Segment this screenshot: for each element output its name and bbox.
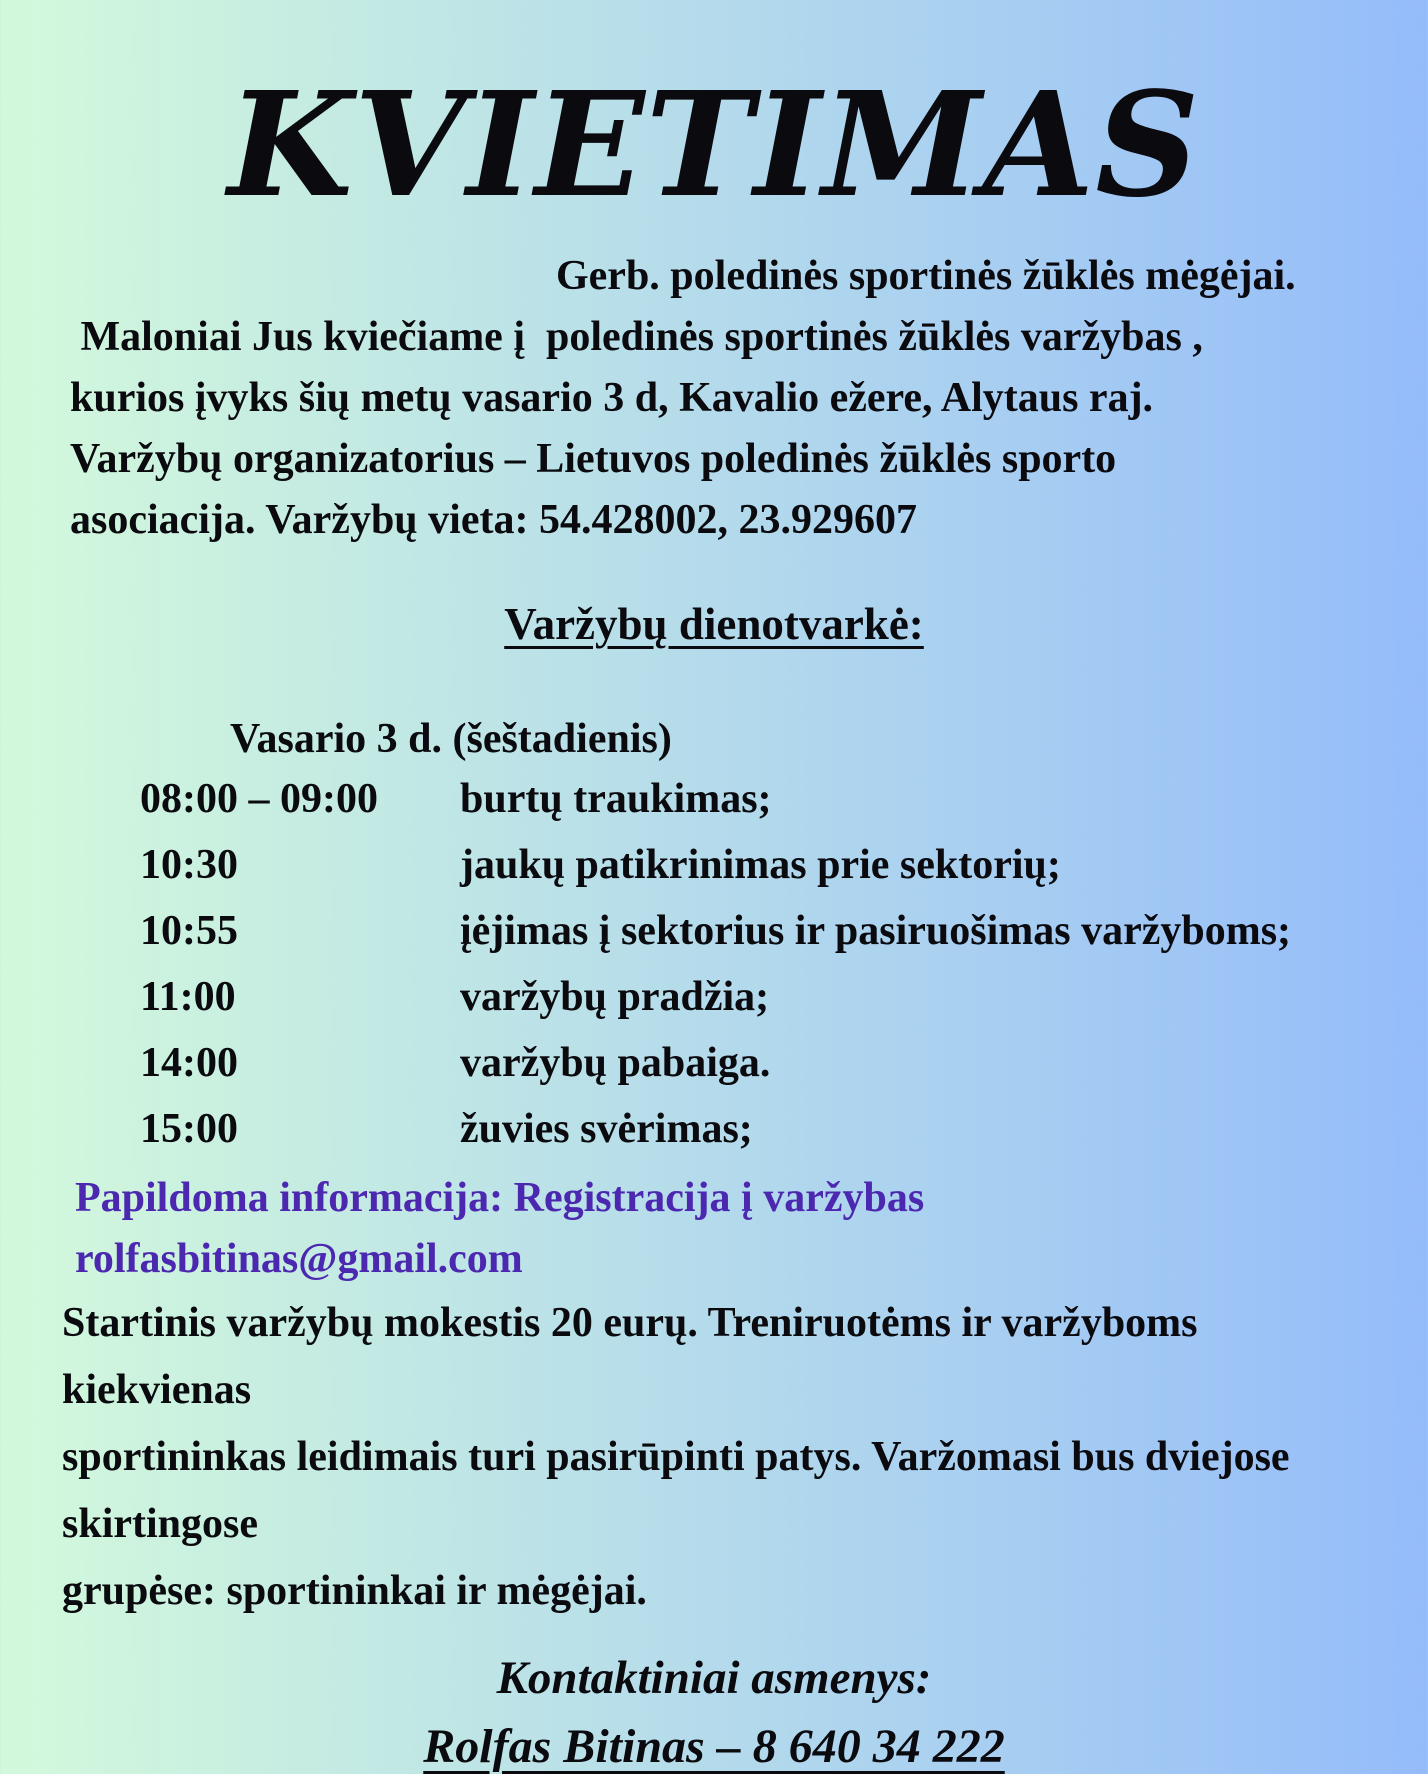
schedule-activity: varžybų pabaiga. (460, 1039, 771, 1086)
schedule-activity: įėjimas į sektorius ir pasiruošimas varžyboms; (460, 907, 1292, 954)
poster-title: KVIETIMAS (227, 60, 1201, 229)
schedule-time: 11:00 (140, 973, 236, 1020)
contacts-section (0, 1651, 1428, 1774)
invitation-poster (0, 60, 1428, 1773)
schedule-activity: burtų traukimas; (460, 775, 772, 822)
schedule-row (140, 964, 1428, 1030)
schedule-time: 15:00 (140, 1105, 238, 1152)
schedule-activity: jaukų patikrinimas prie sektorių; (460, 841, 1061, 888)
agenda-heading-text: Varžybų dienotvarkė: (504, 598, 924, 649)
schedule-activity: žuvies svėrimas; (460, 1105, 753, 1152)
agenda-heading (0, 597, 1428, 651)
intro-line-coordinates: asociacija. Varžybų vieta: 54.428002, 23.929607 (70, 496, 917, 543)
fees-line: Startinis varžybų mokestis 20 eurų. Treniruotėms ir varžyboms kiekvienas (62, 1299, 1209, 1413)
schedule-time: 10:30 (140, 841, 238, 888)
schedule-row (140, 766, 1428, 832)
schedule-time: 14:00 (140, 1039, 238, 1086)
contacts-heading: Kontaktiniai asmenys: (496, 1651, 932, 1704)
schedule-time: 08:00 – 09:00 (140, 775, 378, 822)
schedule-row (140, 1096, 1428, 1162)
schedule-row (140, 898, 1428, 964)
schedule-time: 10:55 (140, 907, 238, 954)
contact-person-phone: Rolfas Bitinas – 8 640 34 222 (423, 1719, 1005, 1773)
fees-line: sportininkas leidimais turi pasirūpinti patys. Varžomasi bus dviejose skirtingose (62, 1433, 1301, 1547)
schedule-row (140, 832, 1428, 898)
schedule-table (140, 766, 1428, 1162)
greeting-line: Gerb. poledinės sportinės žūklės mėgėjai. (556, 252, 1296, 299)
fees-section (62, 1290, 1358, 1625)
intro-section (70, 246, 1333, 551)
agenda-day: Vasario 3 d. (šeštadienis) (230, 715, 672, 762)
intro-line: Maloniai Jus kviečiame į poledinės sportinės žūklės varžybas , (70, 313, 1203, 360)
fees-line: grupėse: sportininkai ir mėgėjai. (62, 1567, 647, 1614)
registration-info-line: Papildoma informacija: Registracija į varžybas rolfasbitinas@gmail.com (75, 1174, 925, 1282)
schedule-row (140, 1030, 1428, 1096)
poster (0, 60, 1428, 1773)
intro-line: Varžybų organizatorius – Lietuvos poledinės žūklės sporto (70, 435, 1117, 482)
schedule-activity: varžybų pradžia; (460, 973, 770, 1020)
intro-line: kurios įvyks šių metų vasario 3 d, Kavalio ežere, Alytaus raj. (70, 374, 1154, 421)
